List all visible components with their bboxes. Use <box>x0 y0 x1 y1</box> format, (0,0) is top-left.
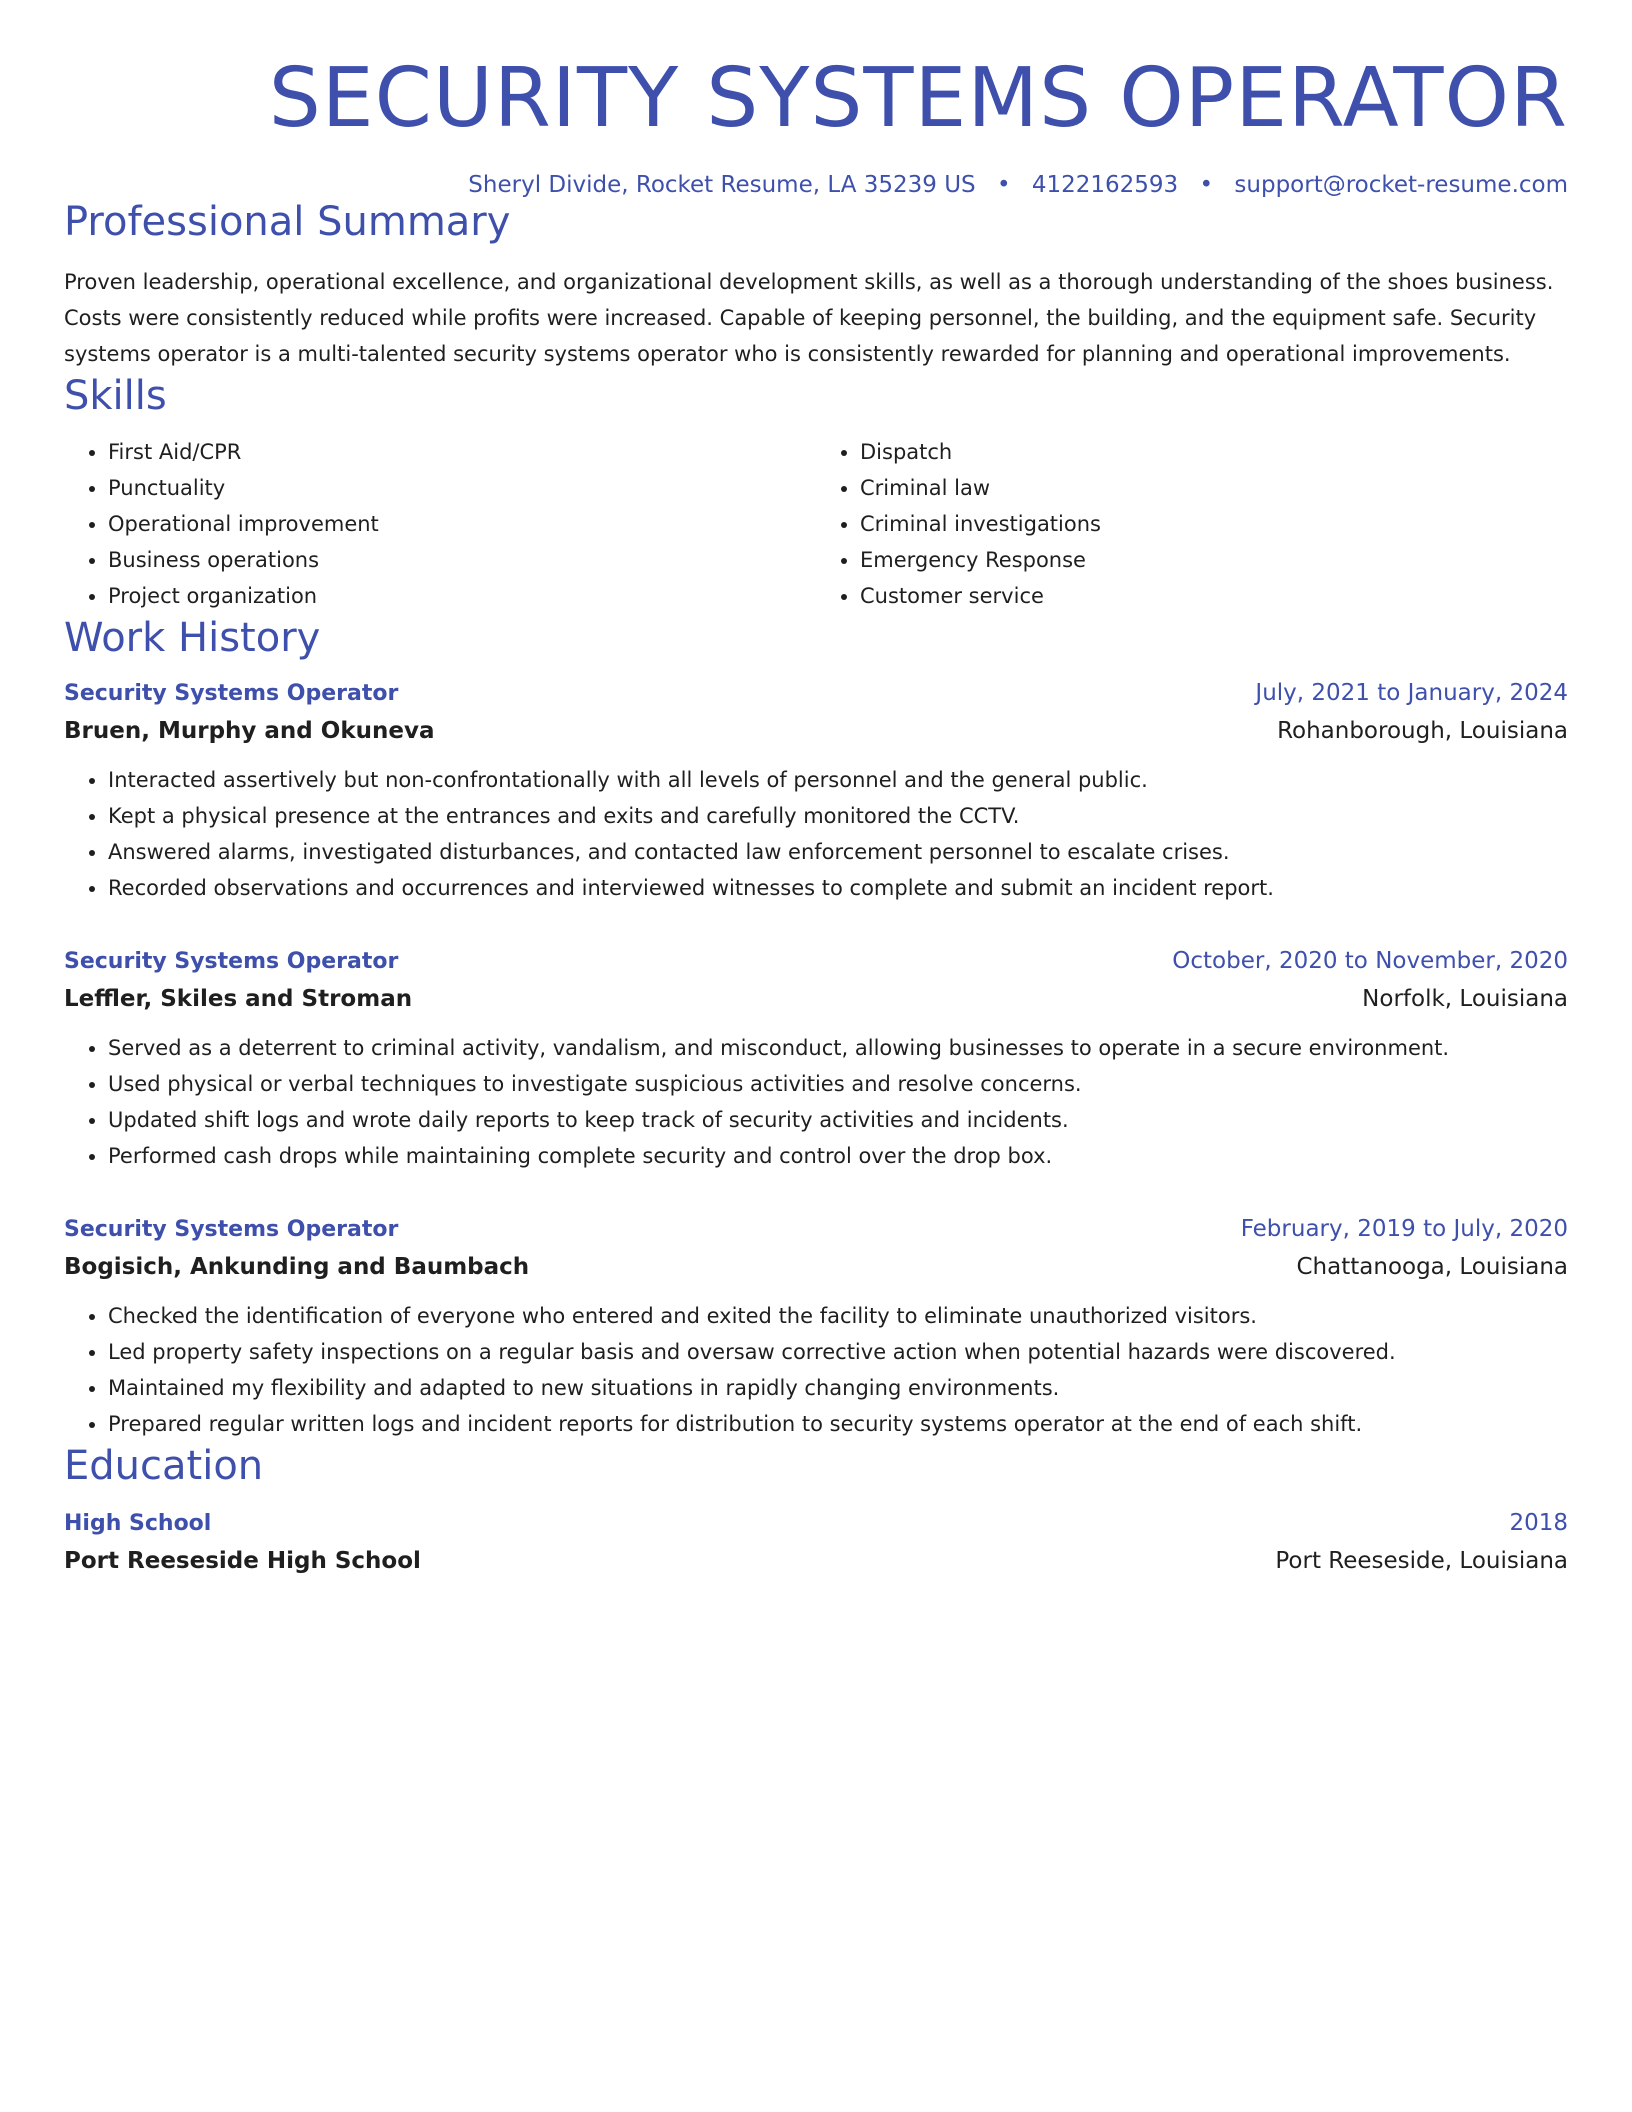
job-company-row <box>64 718 1568 744</box>
work-history-heading: Work History <box>64 615 321 662</box>
job-bullet: • Used physical or verbal techniques to investigate suspicious activities and resolve concerns. <box>108 1066 1568 1102</box>
contact-email: support@rocket-resume.com <box>1234 172 1568 199</box>
skill-item: • First Aid/CPR <box>108 434 816 470</box>
education-school-row <box>64 1548 1568 1574</box>
job-title: Security Systems Operator <box>64 1217 399 1243</box>
job-entry <box>64 1216 1568 1442</box>
job-bullet: • Checked the identification of everyone who entered and exited the facility to eliminate unauthorized visitors. <box>108 1298 1568 1334</box>
skill-item: • Criminal investigations <box>860 506 1568 542</box>
job-company: Bruen, Murphy and Okuneva <box>64 718 435 745</box>
job-location: Chattanooga, Louisiana <box>1296 1254 1568 1281</box>
skill-item: • Dispatch <box>860 434 1568 470</box>
job-entry <box>64 948 1568 1174</box>
contact-phone: 4122162593 <box>1031 172 1179 199</box>
job-header-row <box>64 1216 1568 1242</box>
job-company: Bogisich, Ankunding and Baumbach <box>64 1254 530 1281</box>
skills-list <box>64 434 1568 614</box>
job-title: Security Systems Operator <box>64 681 399 707</box>
summary-heading: Professional Summary <box>64 199 511 246</box>
education-year: 2018 <box>1509 1510 1568 1537</box>
contact-separator: • <box>996 172 1011 199</box>
skill-item: • Business operations <box>108 542 816 578</box>
job-bullet: • Served as a deterrent to criminal activity, vandalism, and misconduct, allowing businesses to operate in a secure environment. <box>108 1030 1568 1066</box>
job-bullet: • Led property safety inspections on a regular basis and oversaw corrective action when potential hazards were discovered. <box>108 1334 1568 1370</box>
job-header-row <box>64 948 1568 974</box>
job-bullet: • Recorded observations and occurrences and interviewed witnesses to complete and submit an incident report. <box>108 870 1568 906</box>
job-bullets <box>64 762 1568 906</box>
contact-address: Sheryl Divide, Rocket Resume, LA 35239 US <box>468 172 976 199</box>
job-location: Rohanborough, Louisiana <box>1277 718 1568 745</box>
job-bullet: • Updated shift logs and wrote daily reports to keep track of security activities and incidents. <box>108 1102 1568 1138</box>
skill-item: • Emergency Response <box>860 542 1568 578</box>
job-company-row <box>64 986 1568 1012</box>
job-bullet: • Interacted assertively but non-confrontationally with all levels of personnel and the general public. <box>108 762 1568 798</box>
job-bullet: • Performed cash drops while maintaining complete security and control over the drop box. <box>108 1138 1568 1174</box>
education-degree: High School <box>64 1511 212 1537</box>
resume-title: SECURITY SYSTEMS OPERATOR <box>268 51 1568 146</box>
job-bullet: • Answered alarms, investigated disturbances, and contacted law enforcement personnel to escalate crises. <box>108 834 1568 870</box>
job-dates: February, 2019 to July, 2020 <box>1240 1216 1568 1243</box>
skills-column-left <box>64 434 816 614</box>
job-company: Leffler, Skiles and Stroman <box>64 986 413 1013</box>
job-bullet: • Kept a physical presence at the entrances and exits and carefully monitored the CCTV. <box>108 798 1568 834</box>
job-bullet: • Prepared regular written logs and incident reports for distribution to security systems operator at the end of each shift. <box>108 1406 1568 1442</box>
education-header-row <box>64 1510 1568 1536</box>
skill-item: • Project organization <box>108 578 816 614</box>
education-heading: Education <box>64 1443 264 1490</box>
contact-line <box>64 172 1568 198</box>
education-location: Port Reeseside, Louisiana <box>1275 1548 1568 1575</box>
job-entry <box>64 680 1568 906</box>
education-school: Port Reeseside High School <box>64 1548 421 1575</box>
job-bullets <box>64 1030 1568 1174</box>
skill-item: • Customer service <box>860 578 1568 614</box>
job-company-row <box>64 1254 1568 1280</box>
contact-separator: • <box>1199 172 1214 199</box>
summary-text: Proven leadership, operational excellence, and organizational development skills, as well as a thorough understanding of the shoes business. Costs were consistently reduced while profits were increased. Capable of keeping personnel, the building, and the equipment safe. Security systems operator is a multi-talented security systems operator who is consistently rewarded for planning and operational improvements. <box>64 270 1554 367</box>
job-location: Norfolk, Louisiana <box>1362 986 1568 1013</box>
education-entry <box>64 1510 1568 1574</box>
job-dates: July, 2021 to January, 2024 <box>1255 680 1568 707</box>
job-bullet: • Maintained my flexibility and adapted to new situations in rapidly changing environments. <box>108 1370 1568 1406</box>
job-dates: October, 2020 to November, 2020 <box>1172 948 1568 975</box>
skill-item: • Criminal law <box>860 470 1568 506</box>
job-title: Security Systems Operator <box>64 949 399 975</box>
skills-column-right <box>816 434 1568 614</box>
skill-item: • Operational improvement <box>108 506 816 542</box>
job-header-row <box>64 680 1568 706</box>
skill-item: • Punctuality <box>108 470 816 506</box>
skills-heading: Skills <box>64 373 167 420</box>
job-bullets <box>64 1298 1568 1442</box>
